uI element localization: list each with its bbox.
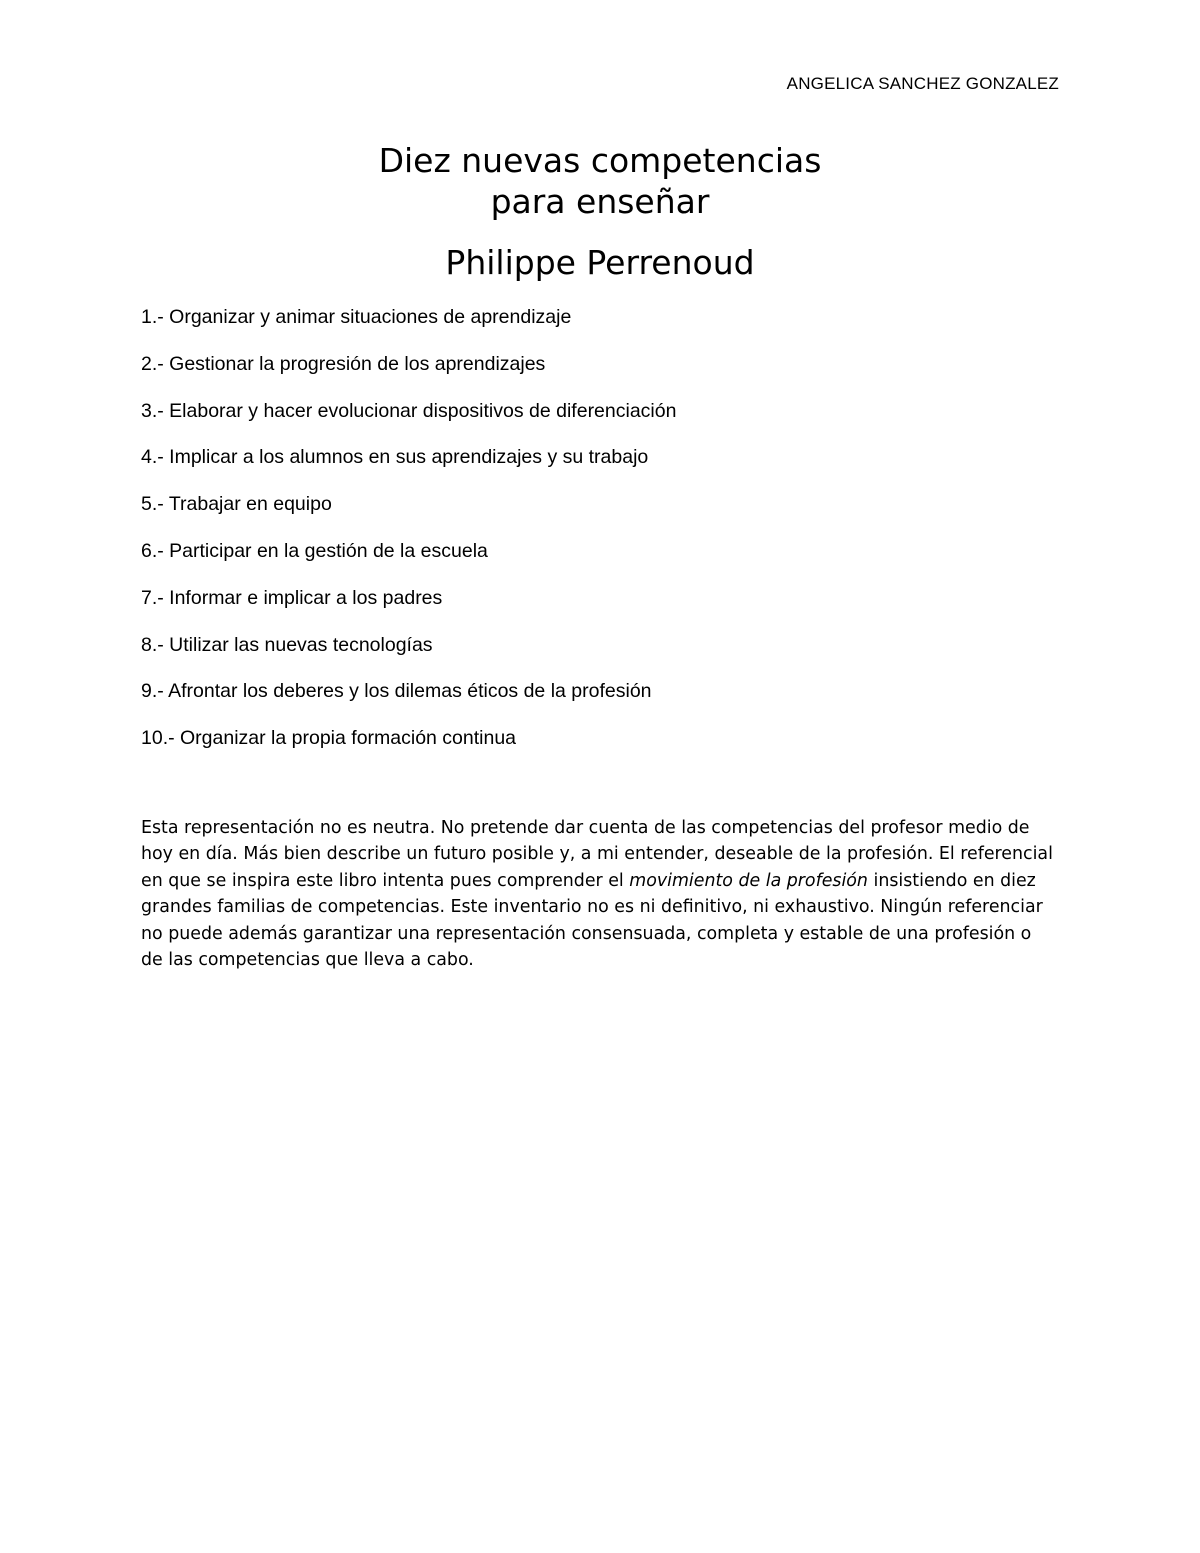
list-item: 9.- Afrontar los deberes y los dilemas éticos de la profesión (141, 680, 652, 703)
list-item: 6.- Participar en la gestión de la escuela (141, 539, 488, 562)
title-line-2: para enseñar (490, 182, 710, 221)
author-name: ANGELICA SANCHEZ GONZALEZ (786, 74, 1059, 93)
paragraph-emphasis: movimiento de la profesión (629, 870, 868, 891)
competencies-list (141, 302, 676, 770)
body-paragraph (141, 815, 1056, 973)
document-title (0, 140, 1200, 222)
list-item: 4.- Implicar a los alumnos en sus aprendizajes y su trabajo (141, 446, 649, 469)
list-item: 7.- Informar e implicar a los padres (141, 586, 443, 609)
list-item: 2.- Gestionar la progresión de los aprendizajes (141, 352, 546, 375)
list-item: 10.- Organizar la propia formación continua (141, 727, 517, 750)
list-item: 8.- Utilizar las nuevas tecnologías (141, 633, 433, 656)
list-item: 3.- Elaborar y hacer evolucionar dispositivos de diferenciación (141, 399, 677, 422)
paragraph-text-after: insistiendo en diez grandes familias de competencias. Este inventario no es ni definitivo, ni exhaustivo. Ningún referenciar no puede además garantizar una representación consensuada, completa y estable de una profesión o de las competencias que lleva a cabo. (141, 870, 1043, 971)
list-item: 5.- Trabajar en equipo (141, 493, 332, 516)
document-subtitle: Philippe Perrenoud (445, 243, 755, 282)
list-item: 1.- Organizar y animar situaciones de aprendizaje (141, 306, 572, 328)
paragraph-text-before: Esta representación no es neutra. No pretende dar cuenta de las competencias del profesor medio de hoy en día. Más bien describe un futuro posible y, a mi entender, deseable de la profesión. El referencial en que se inspira este libro intenta pues comprender el (141, 818, 1053, 891)
title-line-1: Diez nuevas competencias (378, 141, 822, 180)
